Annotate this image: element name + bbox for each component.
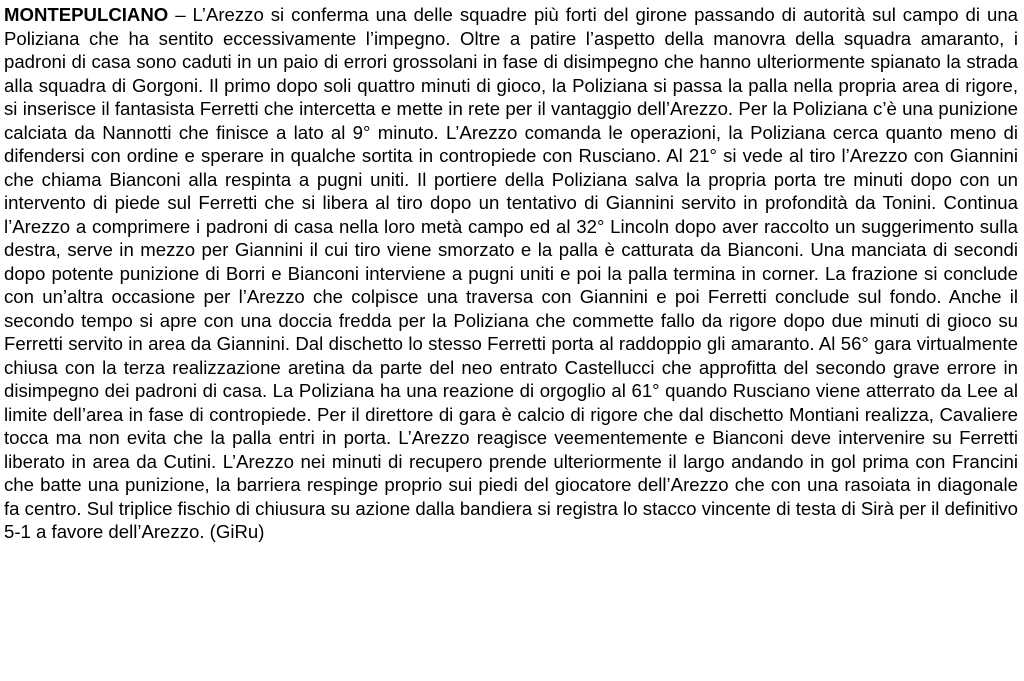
article-paragraph xyxy=(4,3,1018,544)
dateline: MONTEPULCIANO xyxy=(4,4,169,25)
article-body: – L’Arezzo si conferma una delle squadre più forti del girone passando di autorità sul campo di una Poliziana che ha sentito eccessivamente l’impegno. Oltre a patire l’aspetto della manovra della squadra amaranto, i padroni di casa sono caduti in un paio di errori grossolani in fase di disimpegno che hanno ulteriormente spianato la strada alla squadra di Gorgoni. Il primo dopo soli quattro minuti di gioco, la Poliziana si passa la palla nella propria area di rigore, si inserisce il fantasista Ferretti che intercetta e mette in rete per il vantaggio dell’Arezzo. Per la Poliziana c’è una punizione calciata da Nannotti che finisce a lato al 9° minuto. L’Arezzo comanda le operazioni, la Poliziana cerca quanto meno di difendersi con ordine e sperare in qualche sortita in contropiede con Rusciano. Al 21° si vede al tiro l’Arezzo con Giannini che chiama Bianconi alla respinta a pugni uniti. Il portiere della Poliziana salva la propria porta tre minuti dopo con un intervento di piede sul Ferretti che si libera al tiro dopo un tentativo di Giannini servito in profondità da Tonini. Continua l’Arezzo a comprimere i padroni di casa nella loro metà campo ed al 32° Lincoln dopo aver raccolto un suggerimento sulla destra, serve in mezzo per Giannini il cui tiro viene smorzato e la palla è catturata da Bianconi. Una manciata di secondi dopo potente punizione di Borri e Bianconi interviene a pugni uniti e poi la palla termina in corner. La frazione si conclude con un’altra occasione per l’Arezzo che colpisce una traversa con Giannini e poi Ferretti conclude sul fondo. Anche il secondo tempo si apre con una doccia fredda per la Poliziana che commette fallo da rigore dopo due minuti di gioco su Ferretti servito in area da Giannini. Dal dischetto lo stesso Ferretti porta al raddoppio gli amaranto. Al 56° gara virtualmente chiusa con la terza realizzazione aretina da parte del neo entrato Castellucci che approfitta del secondo grave errore in disimpegno dei padroni di casa. La Poliziana ha una reazione di orgoglio al 61° quando Rusciano viene atterrato da Lee al limite dell’area in fase di contropiede. Per il direttore di gara è calcio di rigore che dal dischetto Montiani realizza, Cavaliere tocca ma non evita che la palla entri in porta. L’Arezzo reagisce veementemente e Bianconi deve intervenire su Ferretti liberato in area da Cutini. L’Arezzo nei minuti di recupero prende ulteriormente il largo andando in gol prima con Francini che batte una punizione, la barriera respinge proprio sui piedi del giocatore dell’Arezzo che con una rasoiata in diagonale fa centro. Sul triplice fischio di chiusura su azione dalla bandiera si registra lo stacco vincente di testa di Sirà per il definitivo 5-1 a favore dell’Arezzo. (GiRu) xyxy=(4,4,1018,542)
